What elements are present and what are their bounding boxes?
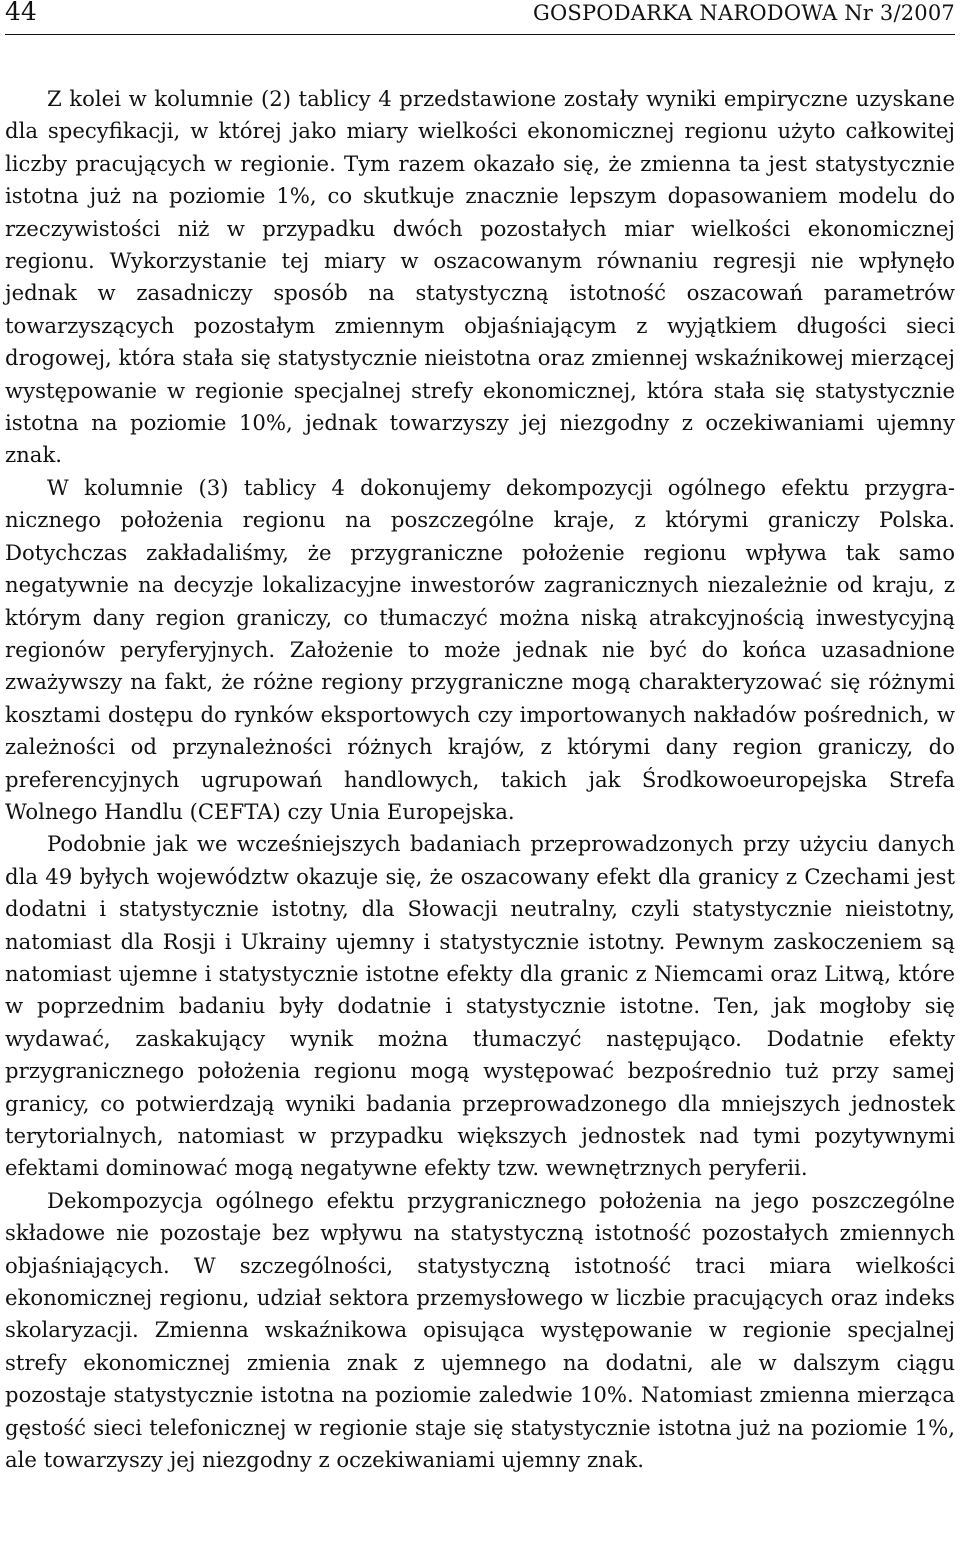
paragraph: Dekompozycja ogólnego efektu przygranicznego położenia na jego poszczególne składowe nie pozostaje bez wpływu na statystyczną istotność pozostałych zmiennych objaśniających. W szczególności, statystyczną istotność traci miara wielkości ekonomicznej regionu, udział sektora przemysłowego w liczbie pracujących oraz indeks skolaryzacji. Zmienna wskaźnikowa opisująca występowanie w regionie specjalnej strefy ekonomicznej zmienia znak z ujemnego na dodatni, ale w dalszym ciągu pozostaje statystycznie istotna na poziomie zaledwie 10%. Natomiast zmienna mierząca gęstość sieci telefonicznej w regionie staje się statystycznie istotna już na poziomie 1%, ale towarzyszy jej niezgodny z oczekiwaniami ujemny znak. — [5, 1187, 955, 1473]
paragraph: Podobnie jak we wcześniejszych badaniach przeprowadzonych przy użyciu danych dla 49 byłych województw okazuje się, że oszacowany efekt dla granicy z Czechami jest dodatni i statystycznie istotny, dla Słowacji neutralny, czyli statystycznie nieistotny, natomiast dla Rosji i Ukrainy ujemny i statystycznie istotny. Pewnym zaskoczeniem są natomiast ujemne i statystycznie istotne efekty dla granic z Niemcami oraz Litwą, które w poprzednim badaniu były dodatnie i statystycznie istotne. Ten, jak mogłoby się wydawać, zaskakujący wynik można tłumaczyć następująco. Dodatnie efekty przygranicznego położenia regionu mogą występować bezpośrednio tuż przy samej granicy, co potwierdzają wyniki badania przeprowadzonego dla mniejszych jednostek terytorialnych, natomiast w przypadku większych jednostek nad tymi pozytywnymi efektami dominować mogą negatywne efekty tzw. wewnętrznych peryferii. — [5, 831, 955, 1181]
body-text — [5, 83, 955, 1476]
page-number: 44 — [5, 0, 37, 26]
paragraph: Z kolei w kolumnie (2) tablicy 4 przedstawione zostały wyniki empiryczne uzyskane dla specyfikacji, w której jako miary wielkości ekonomicznej regionu użyto całkowitej liczby pracujących w regionie. Tym razem okazało się, że zmienna ta jest statystycznie istotna już na poziomie 1%, co skutkuje znacznie lepszym dopasowaniem modelu do rzeczywistości niż w przypadku dwóch pozostałych miar wielkości ekonomicznej regionu. Wykorzystanie tej miary w oszacowanym równaniu regresji nie wpłynęło jednak w zasadniczy sposób na statystyczną istotność oszacowań parametrów towarzyszących pozostałym zmiennym objaśniającym z wyjątkiem długości sieci drogowej, która stała się statystycznie nieistotna oraz zmiennej wskaźnikowej mierzącej występowanie w regionie specjalnej strefy ekonomicznej, która stała się statystycznie istotna na poziomie 10%, jednak towarzyszy jej niezgodny z oczekiwaniami ujemny znak. — [5, 86, 955, 468]
document-page — [5, 0, 955, 1476]
paragraph: W kolumnie (3) tablicy 4 dokonujemy dekompozycji ogólnego efektu przygranicznego położenia regionu na poszczególne kraje, z którymi graniczy Polska. Dotychczas zakładaliśmy, że przygraniczne położenie regionu wpływa tak samo negatywnie na decyzje lokalizacyjne inwestorów zagranicznych niezależnie od kraju, z którym dany region graniczy, co tłumaczyć można niską atrakcyjnością inwestycyjną regionów peryferyjnych. Założenie to może jednak nie być do końca uzasadnione zważywszy na fakt, że różne regiony przygraniczne mogą charakteryzować się różnymi kosztami dostępu do rynków eksportowych czy importowanych nakładów pośrednich, w zależności od przynależności różnych krajów, z którymi dany region graniczy, do preferencyjnych ugrupowań handlowych, takich jak Środkowoeuropejska Strefa Wolnego Handlu (CEFTA) czy Unia Europejska. — [5, 474, 955, 824]
journal-title: GOSPODARKA NARODOWA Nr 3/2007 — [533, 1, 955, 25]
running-header — [5, 0, 955, 35]
